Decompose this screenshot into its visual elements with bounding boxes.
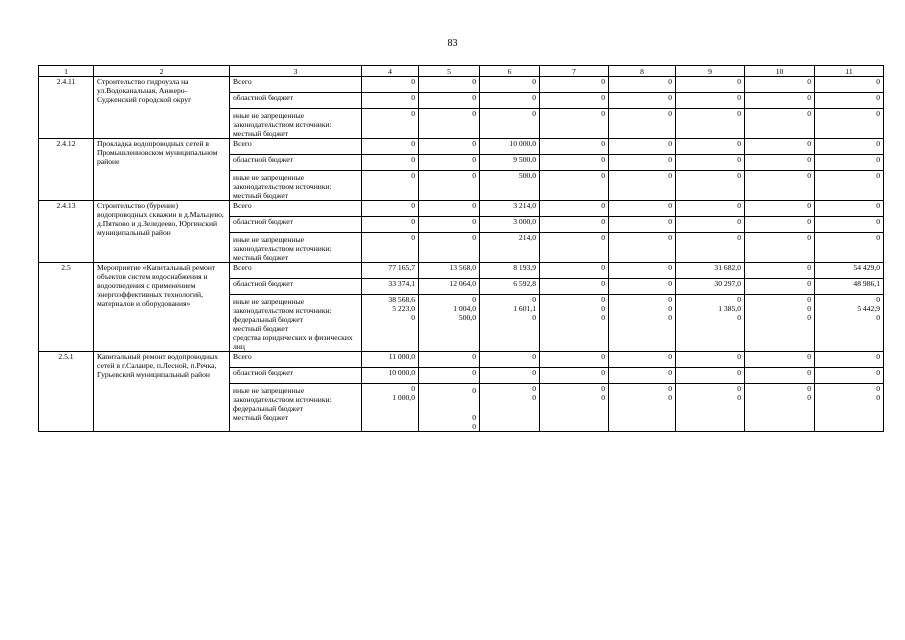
value-cell xyxy=(419,109,480,139)
value-cell xyxy=(745,171,815,201)
value-line: 0 xyxy=(411,171,415,180)
value-cell xyxy=(815,233,884,263)
value-cell: 0 xyxy=(362,77,419,93)
value-cell: 10 000,0 xyxy=(480,139,540,155)
value-cell: 0 xyxy=(745,93,815,109)
value-line: 0 xyxy=(807,313,811,322)
value-cell: 0 xyxy=(540,352,609,368)
value-cell: 8 193,9 xyxy=(480,263,540,279)
value-cell xyxy=(745,109,815,139)
value-cell xyxy=(676,109,745,139)
value-cell: 0 xyxy=(540,217,609,233)
value-cell: 9 500,0 xyxy=(480,155,540,171)
value-cell: 0 xyxy=(815,352,884,368)
value-line: 0 xyxy=(807,171,811,180)
value-cell: 0 xyxy=(609,352,676,368)
value-line: 0 xyxy=(601,233,605,242)
value-line: 0 xyxy=(601,109,605,118)
value-line: 0 xyxy=(668,171,672,180)
item-name: Строительство гидроузла на ул.Водоканальная, Анжеро-Судженский городской округ xyxy=(94,77,230,139)
value-cell: 3 000,0 xyxy=(480,217,540,233)
source-label: Всего xyxy=(230,77,362,93)
item-code: 2.5 xyxy=(39,263,94,352)
value-cell xyxy=(745,233,815,263)
value-cell: 0 xyxy=(362,139,419,155)
table-row xyxy=(39,263,884,279)
table-row xyxy=(39,77,884,93)
value-cell: 10 000,0 xyxy=(362,368,419,384)
value-line: 0 xyxy=(601,304,605,313)
value-cell: 0 xyxy=(362,93,419,109)
value-cell: 0 xyxy=(676,368,745,384)
value-cell: 0 xyxy=(480,368,540,384)
value-cell xyxy=(540,295,609,352)
header-cell: 6 xyxy=(480,66,540,77)
value-line: 0 xyxy=(807,393,811,402)
value-line: 500,0 xyxy=(458,313,476,322)
value-cell: 12 064,0 xyxy=(419,279,480,295)
value-cell: 0 xyxy=(676,139,745,155)
value-line: 0 xyxy=(601,313,605,322)
value-cell xyxy=(676,171,745,201)
item-name: Прокладка водопроводных сетей в Промышленновском муниципальном районе xyxy=(94,139,230,201)
value-cell xyxy=(480,295,540,352)
value-cell xyxy=(419,233,480,263)
value-cell xyxy=(362,109,419,139)
value-cell: 0 xyxy=(419,368,480,384)
value-line: 0 xyxy=(411,313,415,322)
value-cell: 0 xyxy=(815,93,884,109)
source-group xyxy=(230,171,362,201)
table-row xyxy=(39,201,884,217)
value-cell: 0 xyxy=(745,263,815,279)
value-line: 0 xyxy=(532,313,536,322)
value-cell xyxy=(419,295,480,352)
value-cell: 0 xyxy=(540,93,609,109)
value-cell: 0 xyxy=(676,217,745,233)
source-label: областной бюджет xyxy=(230,155,362,171)
header-cell: 10 xyxy=(745,66,815,77)
value-cell: 0 xyxy=(609,139,676,155)
value-line: 0 xyxy=(411,384,415,393)
value-cell: 30 297,0 xyxy=(676,279,745,295)
value-cell xyxy=(540,171,609,201)
value-cell: 0 xyxy=(609,93,676,109)
header-cell: 9 xyxy=(676,66,745,77)
value-cell: 0 xyxy=(676,155,745,171)
source-label: Всего xyxy=(230,201,362,217)
value-line: 1 601,1 xyxy=(513,304,536,313)
value-cell: 0 xyxy=(419,217,480,233)
value-cell xyxy=(609,109,676,139)
value-line: 0 xyxy=(807,233,811,242)
value-cell xyxy=(362,295,419,352)
value-cell xyxy=(609,171,676,201)
source-sub-label: местный бюджет xyxy=(233,191,289,200)
value-cell: 0 xyxy=(540,139,609,155)
value-cell xyxy=(540,384,609,432)
value-cell: 0 xyxy=(540,155,609,171)
value-cell: 0 xyxy=(540,368,609,384)
source-group xyxy=(230,109,362,139)
value-cell xyxy=(540,233,609,263)
table-row xyxy=(39,139,884,155)
value-line: 0 xyxy=(601,393,605,402)
source-sub-label: федеральный бюджет xyxy=(233,315,303,324)
value-cell xyxy=(480,233,540,263)
value-line: 1 000,0 xyxy=(392,393,415,402)
value-cell xyxy=(815,384,884,432)
source-label: областной бюджет xyxy=(230,279,362,295)
value-line: 0 xyxy=(668,304,672,313)
item-code: 2.4.13 xyxy=(39,201,94,263)
value-cell: 0 xyxy=(362,217,419,233)
source-sub-label: федеральный бюджет xyxy=(233,404,303,413)
value-cell: 0 xyxy=(745,352,815,368)
value-cell: 0 xyxy=(815,77,884,93)
value-line: 0 xyxy=(532,384,536,393)
value-cell: 0 xyxy=(745,217,815,233)
source-group-label: иные не запрещенные законодательством источники: xyxy=(233,297,332,315)
value-cell xyxy=(609,295,676,352)
value-cell xyxy=(609,233,676,263)
value-cell: 0 xyxy=(362,201,419,217)
value-line: 5 223,0 xyxy=(392,304,415,313)
value-cell: 0 xyxy=(419,93,480,109)
value-cell: 0 xyxy=(815,139,884,155)
value-cell: 0 xyxy=(609,77,676,93)
value-cell: 0 xyxy=(745,77,815,93)
value-cell: 0 xyxy=(745,139,815,155)
value-cell: 0 xyxy=(609,368,676,384)
source-group xyxy=(230,295,362,352)
value-line: 0 xyxy=(737,295,741,304)
value-line: 0 xyxy=(411,109,415,118)
item-code: 2.4.11 xyxy=(39,77,94,139)
value-cell: 0 xyxy=(745,201,815,217)
value-line: 0 xyxy=(876,384,880,393)
value-cell: 0 xyxy=(419,77,480,93)
value-cell xyxy=(745,295,815,352)
source-label: областной бюджет xyxy=(230,217,362,233)
value-cell: 0 xyxy=(815,201,884,217)
value-cell xyxy=(480,171,540,201)
value-cell: 54 429,0 xyxy=(815,263,884,279)
value-cell: 3 214,0 xyxy=(480,201,540,217)
value-line: 1 385,0 xyxy=(718,304,741,313)
value-line: 0 xyxy=(472,109,476,118)
header-cell: 11 xyxy=(815,66,884,77)
value-line: 0 xyxy=(876,109,880,118)
value-cell: 0 xyxy=(609,279,676,295)
item-code: 2.4.12 xyxy=(39,139,94,201)
value-line: 0 xyxy=(876,393,880,402)
value-line: 0 xyxy=(737,384,741,393)
source-sub-label: местный бюджет xyxy=(233,129,289,138)
value-cell xyxy=(676,384,745,432)
value-cell: 0 xyxy=(676,201,745,217)
value-cell xyxy=(815,109,884,139)
value-line: 0 xyxy=(876,295,880,304)
value-cell xyxy=(480,109,540,139)
item-name: Строительство (бурение) водопроводных скважин в д.Мальцево, д.Пятково и д.Зеледеево, Юргинский муниципальный район xyxy=(94,201,230,263)
value-cell: 33 374,1 xyxy=(362,279,419,295)
value-cell xyxy=(362,233,419,263)
value-line: 0 xyxy=(601,384,605,393)
source-label: Всего xyxy=(230,352,362,368)
value-cell: 0 xyxy=(745,279,815,295)
value-cell: 0 xyxy=(362,155,419,171)
value-line: 0 xyxy=(876,233,880,242)
value-line: 0 xyxy=(668,233,672,242)
value-cell xyxy=(676,233,745,263)
value-cell: 0 xyxy=(745,368,815,384)
value-line: 0 xyxy=(668,295,672,304)
value-cell: 0 xyxy=(480,93,540,109)
value-cell: 0 xyxy=(745,155,815,171)
header-cell: 8 xyxy=(609,66,676,77)
value-cell: 13 568,0 xyxy=(419,263,480,279)
value-cell: 0 xyxy=(609,201,676,217)
value-cell: 0 xyxy=(676,77,745,93)
source-label: Всего xyxy=(230,139,362,155)
value-cell: 77 165,7 xyxy=(362,263,419,279)
value-line: 0 xyxy=(472,295,476,304)
value-cell xyxy=(480,384,540,432)
value-line: 0 xyxy=(807,304,811,313)
value-cell: 0 xyxy=(419,139,480,155)
page-number: 83 xyxy=(447,38,458,49)
value-cell xyxy=(815,171,884,201)
source-group-label: иные не запрещенные законодательством источники: xyxy=(233,173,332,191)
value-line: 0 xyxy=(876,313,880,322)
value-line: 1 004,0 xyxy=(453,304,476,313)
value-cell: 48 986,1 xyxy=(815,279,884,295)
value-line: 0 xyxy=(668,313,672,322)
value-line: 0 xyxy=(737,393,741,402)
value-line: 0 xyxy=(472,413,476,422)
value-cell: 0 xyxy=(609,155,676,171)
source-sub-label: местный бюджет xyxy=(233,253,289,262)
item-name: Капитальный ремонт водопроводных сетей в г.Салаире, п.Лесной, п.Речка, Гурьевский муниципальный район xyxy=(94,352,230,432)
value-line: 0 xyxy=(601,171,605,180)
value-line: 0 xyxy=(807,384,811,393)
value-cell: 0 xyxy=(609,263,676,279)
value-line: 0 xyxy=(532,295,536,304)
value-line: 0 xyxy=(668,109,672,118)
value-line: 5 442,9 xyxy=(857,304,880,313)
source-group-label: иные не запрещенные законодательством источники: xyxy=(233,235,332,253)
value-line: 0 xyxy=(737,171,741,180)
value-line: 0 xyxy=(668,393,672,402)
group-label-value: 0 xyxy=(472,386,476,395)
value-cell: 6 592,8 xyxy=(480,279,540,295)
value-line: 0 xyxy=(876,171,880,180)
value-cell: 0 xyxy=(540,77,609,93)
value-cell: 0 xyxy=(419,155,480,171)
value-cell xyxy=(419,384,480,432)
value-line: 0 xyxy=(668,384,672,393)
item-name: Мероприятие «Капитальный ремонт объектов систем водоснабжения и водоотведения с применением энергоэффективных технологий, материалов и оборудования» xyxy=(94,263,230,352)
value-cell: 0 xyxy=(676,93,745,109)
value-line: 38 568,6 xyxy=(388,295,415,304)
value-cell: 0 xyxy=(480,352,540,368)
value-cell: 0 xyxy=(540,201,609,217)
value-cell xyxy=(362,384,419,432)
source-group-label: иные не запрещенные законодательством источники: xyxy=(233,386,332,404)
value-cell xyxy=(362,171,419,201)
source-group-label: иные не запрещенные законодательством источники: xyxy=(233,111,332,129)
value-cell xyxy=(815,295,884,352)
value-line: 0 xyxy=(737,233,741,242)
value-cell: 11 000,0 xyxy=(362,352,419,368)
value-cell: 0 xyxy=(609,217,676,233)
table-row xyxy=(39,352,884,368)
value-cell: 0 xyxy=(815,217,884,233)
value-cell xyxy=(745,384,815,432)
source-sub-label: местный бюджет xyxy=(233,413,289,422)
value-cell: 0 xyxy=(540,263,609,279)
header-cell: 4 xyxy=(362,66,419,77)
value-cell xyxy=(609,384,676,432)
value-line: 0 xyxy=(737,109,741,118)
value-cell: 0 xyxy=(419,201,480,217)
value-line: 0 xyxy=(807,295,811,304)
value-cell xyxy=(419,171,480,201)
value-line: 0 xyxy=(472,233,476,242)
value-line: 0 xyxy=(532,109,536,118)
value-cell: 0 xyxy=(419,352,480,368)
source-label: Всего xyxy=(230,263,362,279)
header-cell: 7 xyxy=(540,66,609,77)
value-line: 500,0 xyxy=(518,171,536,180)
value-cell: 31 682,0 xyxy=(676,263,745,279)
value-line: 0 xyxy=(807,109,811,118)
header-cell: 1 xyxy=(39,66,94,77)
header-row xyxy=(39,66,884,77)
source-sub-label: средства юридических и физических лиц xyxy=(233,333,353,351)
value-line: 0 xyxy=(472,171,476,180)
header-cell: 3 xyxy=(230,66,362,77)
value-cell: 0 xyxy=(815,155,884,171)
source-group xyxy=(230,233,362,263)
value-cell: 0 xyxy=(480,77,540,93)
value-cell: 0 xyxy=(676,352,745,368)
header-cell: 2 xyxy=(94,66,230,77)
value-line: 0 xyxy=(532,393,536,402)
header-cell: 5 xyxy=(419,66,480,77)
source-sub-label: местный бюджет xyxy=(233,324,289,333)
value-line: 0 xyxy=(472,422,476,431)
value-cell: 0 xyxy=(540,279,609,295)
value-cell: 0 xyxy=(815,368,884,384)
value-line: 0 xyxy=(601,295,605,304)
value-cell xyxy=(676,295,745,352)
value-line: 0 xyxy=(737,313,741,322)
source-label: областной бюджет xyxy=(230,368,362,384)
budget-table xyxy=(38,65,884,432)
value-cell xyxy=(540,109,609,139)
item-code: 2.5.1 xyxy=(39,352,94,432)
source-label: областной бюджет xyxy=(230,93,362,109)
source-group xyxy=(230,384,362,432)
value-line: 214,0 xyxy=(518,233,536,242)
value-line: 0 xyxy=(411,233,415,242)
